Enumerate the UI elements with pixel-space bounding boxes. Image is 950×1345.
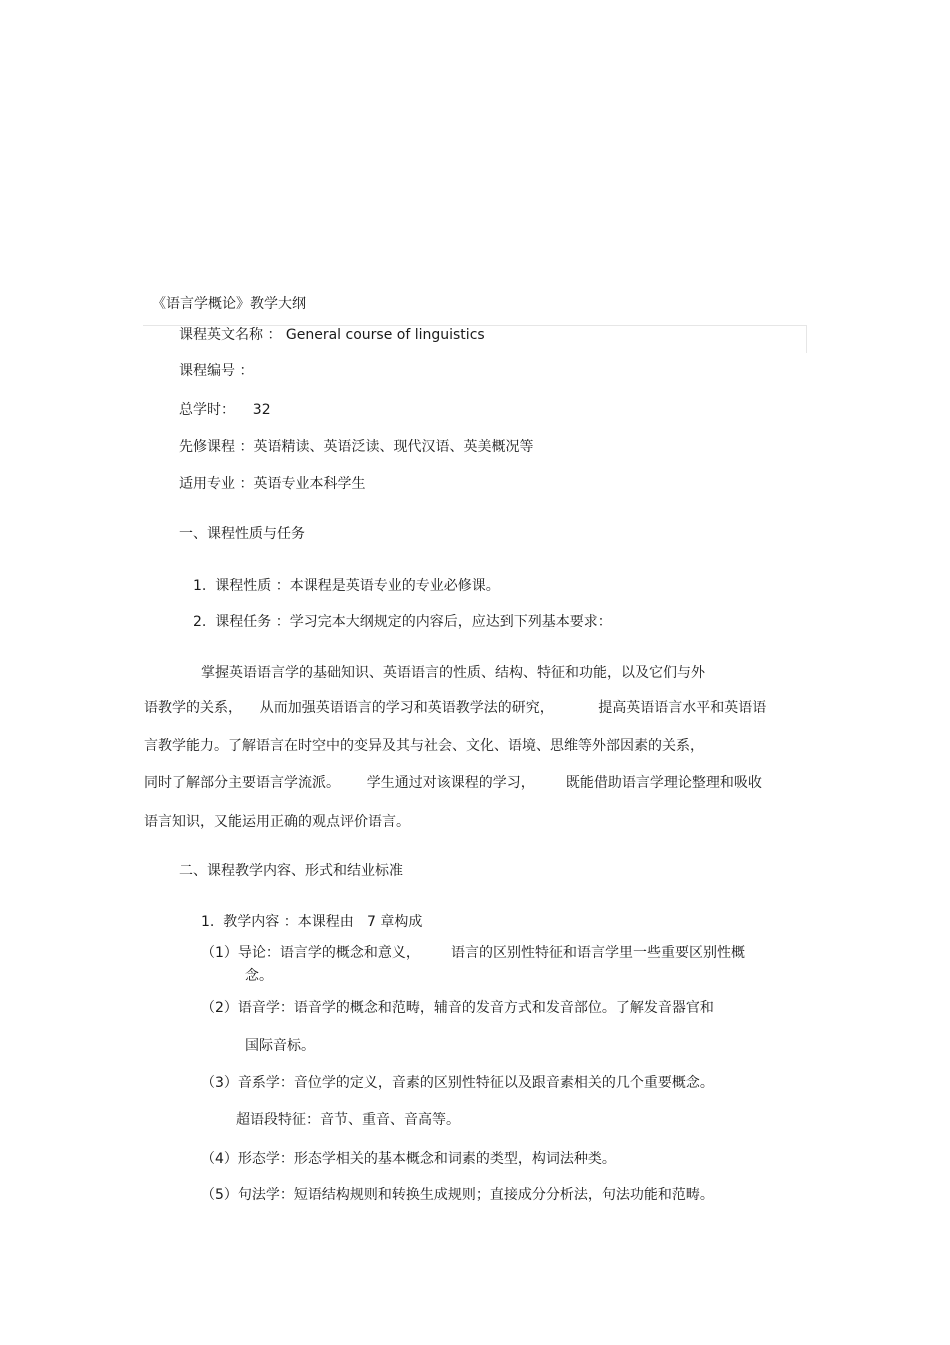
course-code-line: 课程编号 ： [179, 363, 254, 379]
document-title: 《语言学概论》教学大纲 [152, 296, 306, 312]
content-chapter-3: （3）音系学：音位学的定义，音素的区别性特征以及跟音素相关的几个重要概念。 [201, 1075, 714, 1091]
english-name-line: 课程英文名称 ： General course of linguistics [179, 327, 485, 343]
section-1-heading: 一、课程性质与任务 [179, 526, 305, 542]
requirement-para-line-4: 同时了解部分主要语言学流派。 学生通过对该课程的学习， 既能借助语言学理论整理和吸收 [144, 775, 762, 791]
content-chapter-5: （5）句法学：短语结构规则和转换生成规则；直接成分分析法，句法功能和范畴。 [201, 1187, 714, 1203]
section-1-item-2: 2. 课程任务 ：学习完本大纲规定的内容后，应达到下列基本要求： [193, 614, 612, 630]
requirement-para-line-3: 言教学能力。了解语言在时空中的变异及其与社会、文化、语境、思维等外部因素的关系， [144, 738, 704, 754]
total-hours-line: 总学时： 32 [179, 402, 271, 418]
section-2-heading: 二、课程教学内容、形式和结业标准 [179, 863, 403, 879]
major-line: 适用专业 ：英语专业本科学生 [179, 476, 366, 492]
header-rule-side [806, 325, 807, 353]
content-chapter-4: （4）形态学：形态学相关的基本概念和词素的类型，构词法种类。 [201, 1151, 616, 1167]
requirement-para-line-5: 语言知识，又能运用正确的观点评价语言。 [144, 814, 410, 830]
prerequisite-line: 先修课程 ：英语精读、英语泛读、现代汉语、英美概况等 [179, 439, 534, 455]
content-chapter-1-cont: 念。 [245, 968, 273, 984]
section-1-item-1: 1. 课程性质 ：本课程是英语专业的专业必修课。 [193, 578, 500, 594]
content-chapter-1: （1）导论：语言学的概念和意义， 语言的区别性特征和语言学里一些重要区别性概 [201, 945, 746, 961]
requirement-para-line-1: 掌握英语语言学的基础知识、英语语言的性质、结构、特征和功能，以及它们与外 [201, 665, 705, 681]
content-chapter-3-cont: 超语段特征：音节、重音、音高等。 [236, 1112, 460, 1128]
section-2-item-1: 1. 教学内容 ：本课程由 7 章构成 [201, 914, 423, 930]
content-chapter-2-cont: 国际音标。 [245, 1038, 315, 1054]
requirement-para-line-2: 语教学的关系， 从而加强英语语言的学习和英语教学法的研究， 提高英语语言水平和英语语 [144, 700, 767, 716]
content-chapter-2: （2）语音学：语音学的概念和范畴，辅音的发音方式和发音部位。了解发音器官和 [201, 1000, 714, 1016]
